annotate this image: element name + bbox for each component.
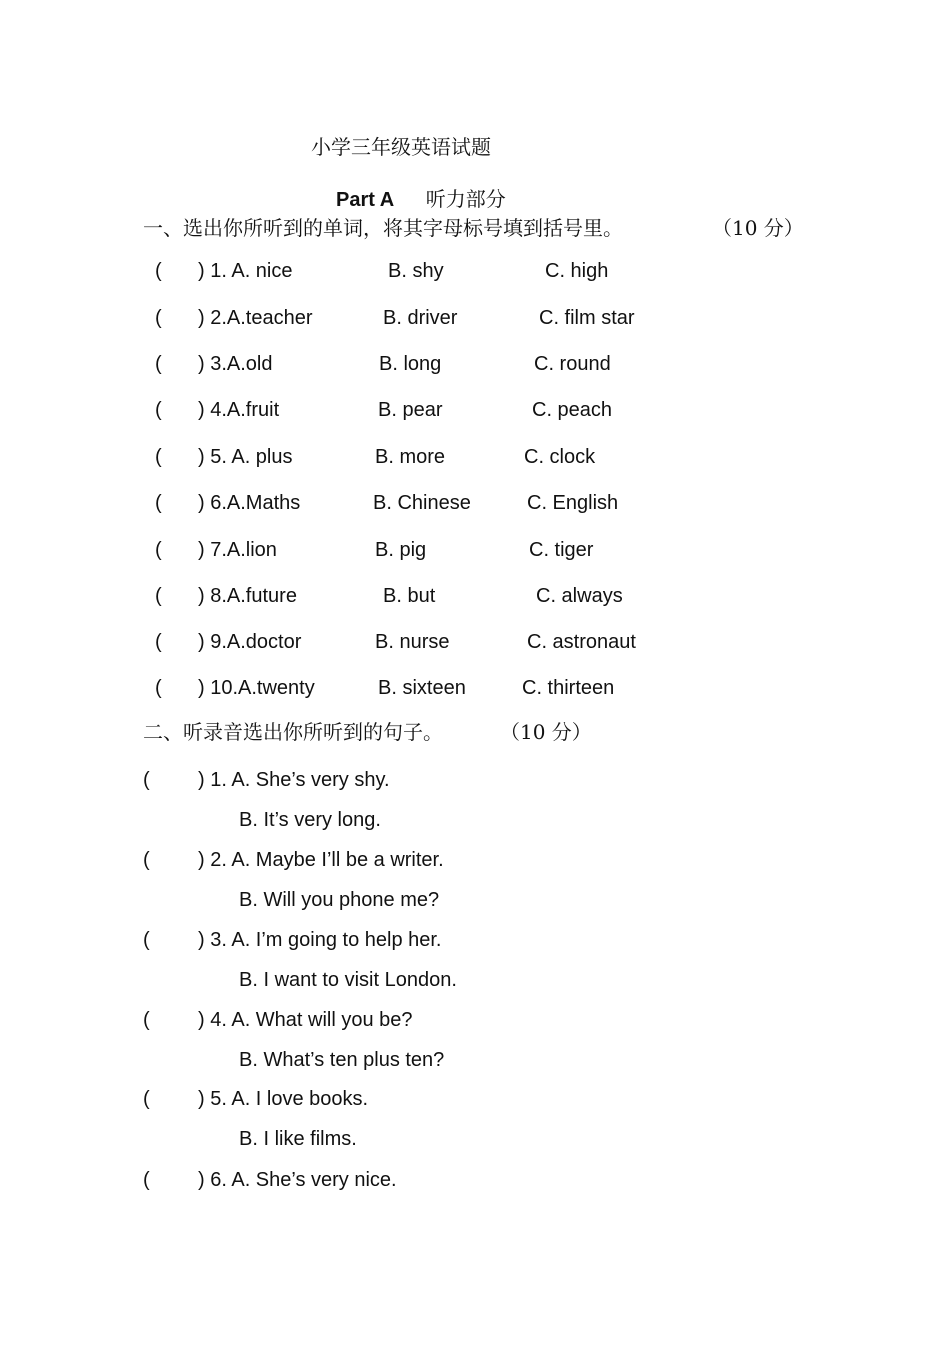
option-b: B. driver: [383, 307, 458, 329]
answer-paren[interactable]: (: [143, 1009, 150, 1031]
answer-paren[interactable]: (: [143, 1169, 150, 1191]
answer-paren[interactable]: (: [155, 399, 162, 421]
answer-paren[interactable]: (: [155, 631, 162, 653]
option-b: B. sixteen: [378, 677, 466, 699]
option-b: B. more: [375, 446, 446, 468]
option-a: ) 6.A.Maths: [198, 492, 301, 514]
answer-paren[interactable]: (: [155, 492, 162, 514]
answer-paren[interactable]: (: [155, 260, 162, 282]
sentence-b: B. Will you phone me?: [239, 889, 440, 911]
option-b: B. pear: [378, 399, 443, 421]
answer-paren[interactable]: (: [143, 1088, 150, 1110]
sentence-a: ) 3. A. I’m going to help her.: [198, 929, 442, 951]
answer-paren[interactable]: (: [143, 929, 150, 951]
option-c: C. round: [534, 353, 611, 375]
sentence-b: B. What’s ten plus ten?: [239, 1049, 445, 1071]
part-name: 听力部分: [425, 187, 506, 211]
option-a: ) 9.A.doctor: [198, 631, 302, 653]
option-a: ) 10.A.twenty: [198, 677, 315, 699]
option-b: B. nurse: [375, 631, 450, 653]
answer-paren[interactable]: (: [155, 585, 162, 607]
sentence-b: B. I like films.: [239, 1128, 357, 1150]
option-b: B. but: [383, 585, 436, 607]
option-c: C. tiger: [529, 539, 594, 561]
option-a: ) 2.A.teacher: [198, 307, 313, 329]
answer-paren[interactable]: (: [155, 677, 162, 699]
option-c: C. high: [545, 260, 609, 282]
answer-paren[interactable]: (: [143, 769, 150, 791]
sentence-b: B. I want to visit London.: [239, 969, 457, 991]
option-b: B. shy: [388, 260, 444, 282]
option-c: C. film star: [539, 307, 635, 329]
option-c: C. always: [536, 585, 623, 607]
option-b: B. long: [379, 353, 442, 375]
section1-score: （10 分）: [712, 216, 804, 240]
sentence-a: ) 1. A. She’s very shy.: [198, 769, 390, 791]
sentence-a: ) 2. A. Maybe I’ll be a writer.: [198, 849, 444, 871]
option-a: ) 3.A.old: [198, 353, 273, 375]
answer-paren[interactable]: (: [155, 307, 162, 329]
option-c: C. thirteen: [522, 677, 615, 699]
option-a: ) 5. A. plus: [198, 446, 293, 468]
option-a: ) 7.A.lion: [198, 539, 277, 561]
option-c: C. English: [527, 492, 619, 514]
part-header: [336, 183, 506, 212]
section2-score: （10 分）: [500, 720, 592, 744]
option-a: ) 1. A. nice: [198, 260, 293, 282]
option-a: ) 4.A.fruit: [198, 399, 280, 421]
sentence-a: ) 4. A. What will you be?: [198, 1009, 413, 1031]
option-b: B. Chinese: [373, 492, 471, 514]
sentence-a: ) 6. A. She’s very nice.: [198, 1169, 397, 1191]
option-a: ) 8.A.future: [198, 585, 297, 607]
sentence-a: ) 5. A. I love books.: [198, 1088, 369, 1110]
option-c: C. clock: [524, 446, 596, 468]
option-c: C. astronaut: [527, 631, 636, 653]
answer-paren[interactable]: (: [155, 353, 162, 375]
part-label: Part A: [336, 189, 395, 211]
answer-paren[interactable]: (: [155, 446, 162, 468]
page-title: 小学三年级英语试题: [311, 135, 491, 159]
sentence-b: B. It’s very long.: [239, 809, 381, 831]
section1-heading: 一、选出你所听到的单词，将其字母标号填到括号里。: [143, 216, 623, 240]
option-b: B. pig: [375, 539, 427, 561]
option-c: C. peach: [532, 399, 613, 421]
answer-paren[interactable]: (: [143, 849, 150, 871]
section2-heading: 二、听录音选出你所听到的句子。: [143, 720, 443, 744]
answer-paren[interactable]: (: [155, 539, 162, 561]
